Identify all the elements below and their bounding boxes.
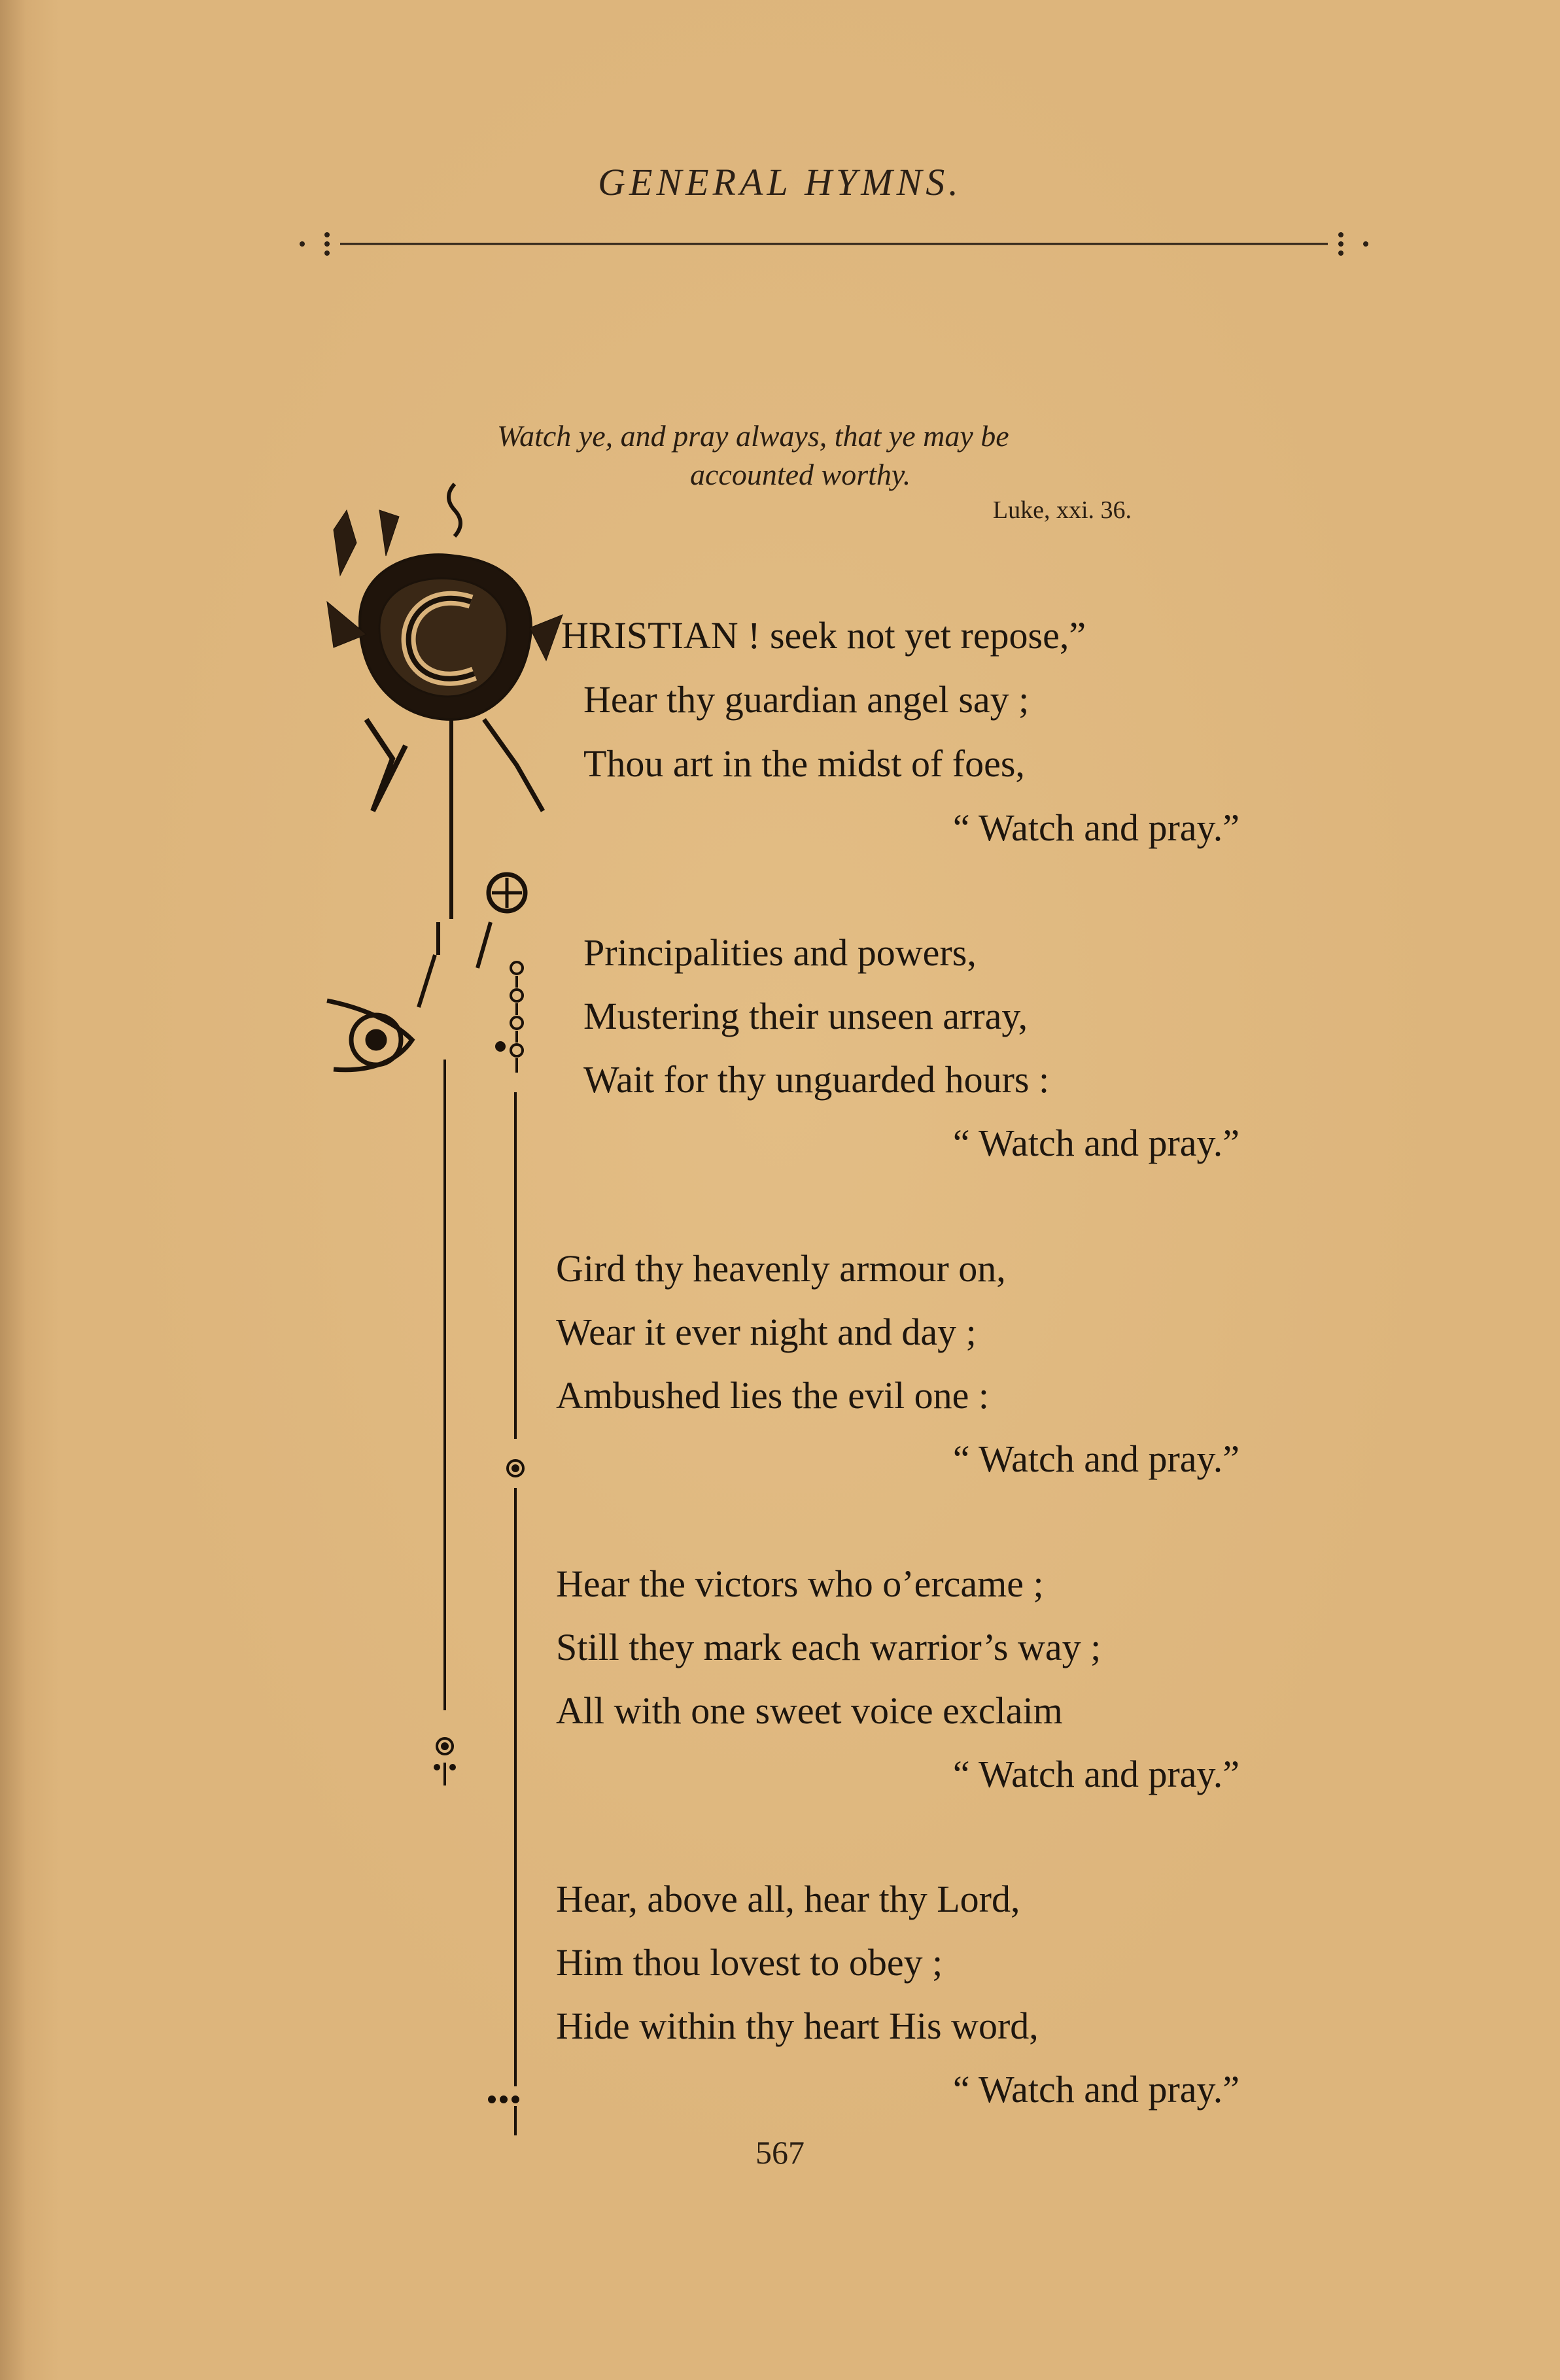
stanza-4-refrain: “ Watch and pray.”: [952, 1753, 1239, 1795]
stanza-4-line-3: All with one sweet voice exclaim: [556, 1689, 1063, 1732]
stanza-3-line-2: Wear it ever night and day ;: [556, 1311, 977, 1353]
stanza-3-line-1: Gird thy heavenly armour on,: [556, 1247, 1006, 1290]
stanza-3-line-3: Ambushed lies the evil one :: [556, 1374, 990, 1417]
stanza-2-line-2: Mustering their unseen array,: [583, 995, 1028, 1037]
stanza-1-line-2: Hear thy guardian angel say ;: [583, 678, 1030, 721]
stanza-5-line-3: Hide within thy heart His word,: [556, 2005, 1039, 2047]
epigraph-line-1: Watch ye, and pray always, that ye may be: [497, 419, 1009, 453]
stanza-1-line-3: Thou art in the midst of foes,: [583, 742, 1025, 785]
epigraph-line-2: accounted worthy.: [690, 458, 911, 491]
stanza-1-line-1: HRISTIAN ! seek not yet repose,”: [561, 614, 1086, 657]
stanza-4-line-1: Hear the victors who o’ercame ;: [556, 1562, 1044, 1605]
stanza-4-line-2: Still they mark each warrior’s way ;: [556, 1626, 1101, 1668]
stanza-2-refrain: “ Watch and pray.”: [952, 1122, 1239, 1164]
epigraph-reference: Luke, xxi. 36.: [992, 496, 1132, 524]
stanza-3-refrain: “ Watch and pray.”: [952, 1438, 1239, 1480]
page-number: 567: [755, 2134, 805, 2171]
stanza-5-line-2: Him thou lovest to obey ;: [556, 1941, 943, 1984]
stanza-2-line-1: Principalities and powers,: [583, 931, 977, 974]
stanza-5-line-1: Hear, above all, hear thy Lord,: [556, 1878, 1020, 1920]
running-head: GENERAL HYMNS.: [598, 161, 962, 203]
stanza-1-refrain: “ Watch and pray.”: [952, 806, 1239, 849]
stanza-2-line-3: Wait for thy unguarded hours :: [583, 1058, 1050, 1101]
stanza-5-refrain: “ Watch and pray.”: [952, 2068, 1239, 2111]
